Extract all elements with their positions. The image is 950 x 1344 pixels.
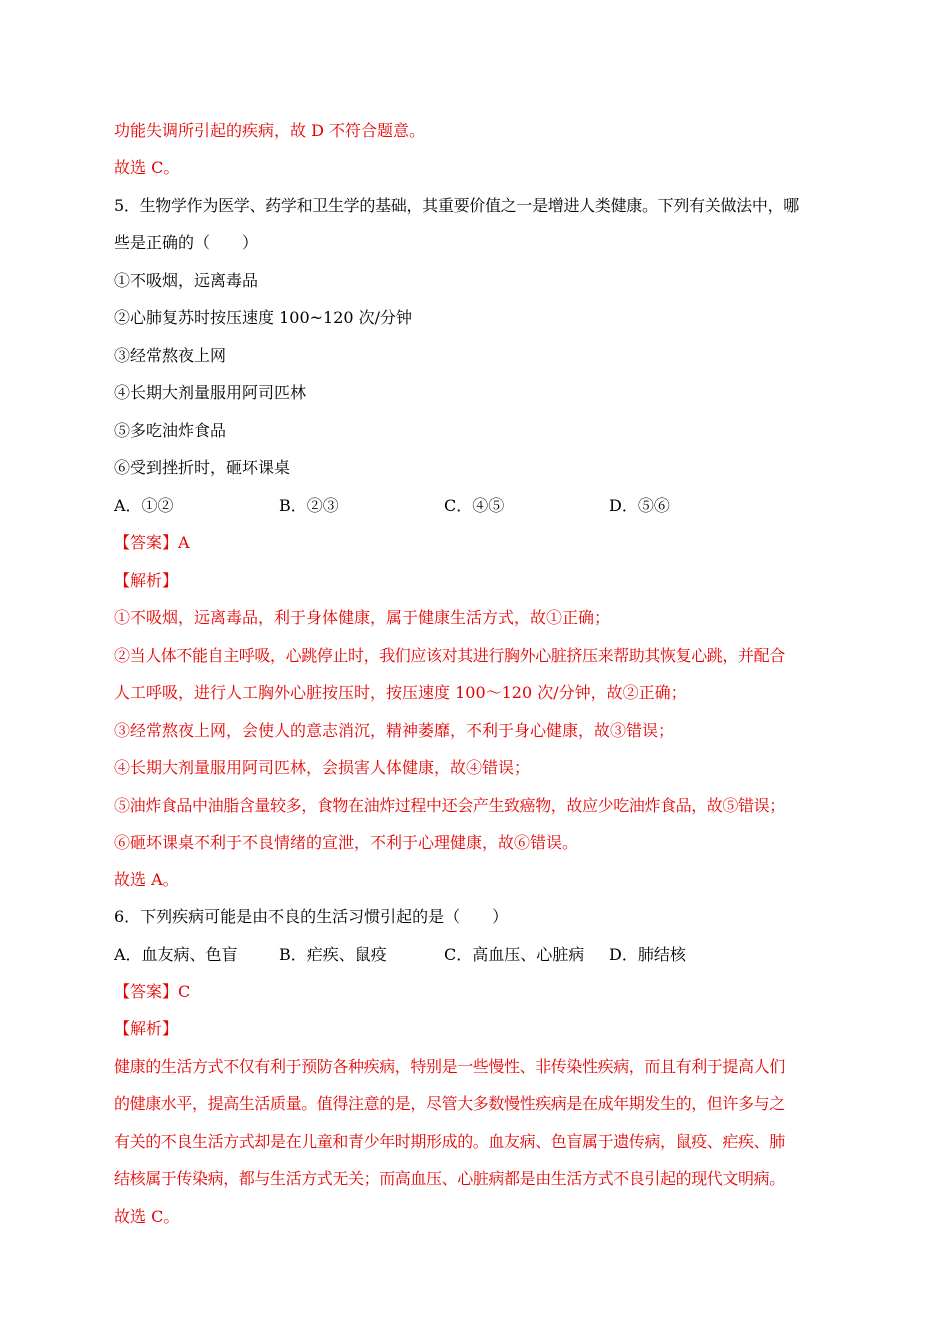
q5-option-a: A．①②	[114, 496, 174, 515]
q6-answer-label: 【答案】	[114, 982, 179, 1001]
q5-answer-value: A	[178, 533, 190, 552]
prev-conclusion: 故选 C。	[114, 158, 180, 177]
q5-item-1: ①不吸烟，远离毒品	[114, 271, 259, 290]
q5-item-3: ③经常熬夜上网	[114, 346, 227, 365]
q6-stem: 6．下列疾病可能是由不良的生活习惯引起的是（ ）	[114, 907, 509, 926]
q5-answer-label: 【答案】	[114, 533, 179, 552]
q5-item-5: ⑤多吃油炸食品	[114, 421, 227, 440]
q6-option-b: B．疟疾、鼠疫	[279, 945, 387, 964]
q5-analysis-line-2: ②当人体不能自主呼吸，心跳停止时，我们应该对其进行胸外心脏挤压来帮助其恢复心跳，并配合	[114, 646, 785, 665]
q5-item-6: ⑥受到挫折时，砸坏课桌	[114, 458, 291, 477]
q5-analysis-line-3: 人工呼吸，进行人工胸外心脏按压时，按压速度 100～120 次/分钟，故②正确；	[114, 683, 687, 702]
q5-option-c: C．④⑤	[444, 496, 505, 515]
q6-answer-value: C	[178, 982, 191, 1001]
q5-conclusion: 故选 A。	[114, 870, 179, 889]
q5-analysis-line-7: ⑥砸坏课桌不利于不良情绪的宣泄，不利于心理健康，故⑥错误。	[114, 833, 579, 852]
q6-analysis-line-4: 结核属于传染病，都与生活方式无关；而高血压、心脏病都是由生活方式不良引起的现代文明病。	[114, 1169, 785, 1188]
q6-option-d: D．肺结核	[609, 945, 686, 964]
q5-analysis-label: 【解析】	[114, 571, 179, 590]
q6-answer	[114, 981, 840, 1003]
q6-analysis-line-3: 有关的不良生活方式却是在儿童和青少年时期形成的。血友病、色盲属于遗传病，鼠疫、疟疾、肺	[114, 1132, 785, 1151]
q6-analysis-line-2: 的健康水平，提高生活质量。值得注意的是，尽管大多数慢性疾病是在成年期发生的，但许多与之	[114, 1094, 785, 1113]
q6-option-c: C．高血压、心脏病	[444, 945, 585, 964]
q5-item-4: ④长期大剂量服用阿司匹林	[114, 383, 307, 402]
q5-answer	[114, 532, 840, 554]
q5-stem-line1: 5．生物学作为医学、药学和卫生学的基础，其重要价值之一是增进人类健康。下列有关做法中，哪	[114, 196, 799, 215]
q6-conclusion: 故选 C。	[114, 1207, 180, 1226]
q6-analysis-label: 【解析】	[114, 1019, 179, 1038]
q5-stem-line2: 些是正确的（ ）	[114, 233, 259, 252]
q5-analysis-line-5: ④长期大剂量服用阿司匹林，会损害人体健康，故④错误；	[114, 758, 531, 777]
q5-analysis-line-4: ③经常熬夜上网，会使人的意志消沉，精神萎靡，不利于身心健康，故③错误；	[114, 721, 675, 740]
q5-item-2: ②心肺复苏时按压速度 100~120 次/分钟	[114, 308, 413, 327]
q6-option-a: A．血友病、色盲	[114, 945, 238, 964]
q6-analysis-line-1: 健康的生活方式不仅有利于预防各种疾病，特别是一些慢性、非传染性疾病，而且有利于提高人们	[114, 1057, 785, 1076]
q5-analysis-line-1: ①不吸烟，远离毒品，利于身体健康，属于健康生活方式，故①正确；	[114, 608, 611, 627]
q5-option-d: D．⑤⑥	[609, 496, 670, 515]
q5-analysis-line-6: ⑤油炸食品中油脂含量较多，食物在油炸过程中还会产生致癌物，故应少吃油炸食品，故⑤错误；	[114, 796, 785, 815]
q5-option-b: B．②③	[279, 496, 339, 515]
prev-analysis-tail: 功能失调所引起的疾病，故 D 不符合题意。	[114, 121, 426, 140]
